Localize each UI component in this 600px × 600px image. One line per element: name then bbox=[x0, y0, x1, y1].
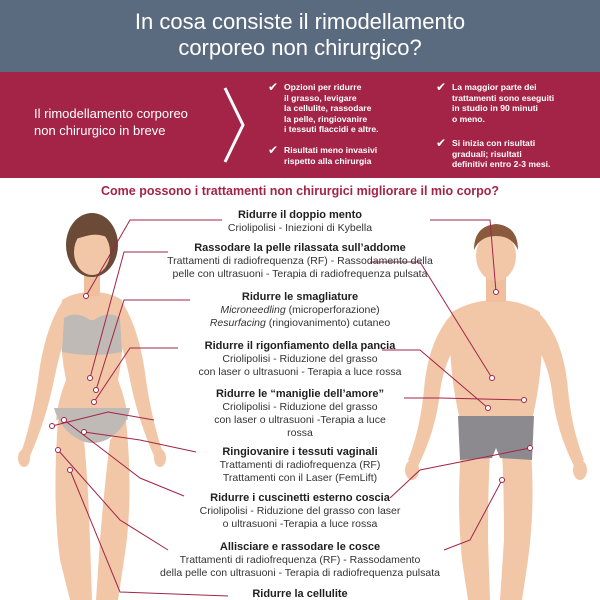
bullet-line: o meno. bbox=[452, 113, 485, 124]
treatment-vaginal bbox=[150, 446, 450, 485]
bullet-line: rispetto alla chirurgia bbox=[284, 155, 372, 166]
treatment-line: Criolipolisi - Riduzione del grasso bbox=[222, 353, 378, 365]
bullet-line: La maggior parte dei bbox=[452, 82, 537, 92]
page-title-line-1: In cosa consiste il rimodellamento bbox=[134, 9, 466, 34]
treatment-title: Ridurre i cuscinetti esterno coscia bbox=[210, 492, 390, 504]
treatment-abdomen-skin bbox=[150, 242, 450, 281]
treatment-line bbox=[150, 317, 450, 330]
treatment-line: Trattamenti con il Laser (FemLift) bbox=[222, 472, 378, 484]
treatment-thighs bbox=[140, 541, 460, 580]
treatment-double-chin bbox=[150, 209, 450, 235]
bullet-line: la pelle, ringiovanire bbox=[284, 113, 368, 124]
check-icon: ✔ bbox=[436, 80, 447, 94]
treatment-line: o ultrasuoni -Terapia a luce rossa bbox=[222, 518, 378, 530]
treatment-term: Resurfacing bbox=[209, 317, 266, 329]
treatment-line: con laser o ultrasuoni -Terapia a luce bbox=[214, 414, 386, 426]
treatment-line-rest: (microperforazione) bbox=[285, 304, 380, 316]
treatment-stretch-marks bbox=[150, 291, 450, 330]
treatment-term: Microneedling bbox=[220, 304, 286, 316]
treatment-line bbox=[150, 304, 450, 317]
bullet-line: i tessuti flaccidi e altre. bbox=[284, 124, 379, 134]
bullet-line: Si inizia con risultati bbox=[452, 138, 536, 148]
check-icon: ✔ bbox=[268, 80, 279, 94]
treatment-line: con laser o ultrasuoni - Terapia a luce rossa bbox=[198, 366, 402, 378]
treatment-title: Ringiovanire i tessuti vaginali bbox=[222, 446, 378, 458]
bullet-line: il grasso, levigare bbox=[284, 92, 357, 103]
bullet-line: definitivi entro 2-3 mesi. bbox=[452, 159, 551, 169]
summary-intro-line-1: Il rimodellamento corporeo bbox=[34, 106, 188, 121]
treatment-line: Trattamenti di radiofrequenza (RF) - Rassodamento bbox=[179, 554, 421, 566]
bullet-line: Risultati meno invasivi bbox=[284, 145, 378, 155]
treatment-line: Trattamenti di radiofrequenza (RF) - Rassodamento della bbox=[167, 255, 433, 267]
check-icon: ✔ bbox=[268, 143, 279, 157]
bullet-line: Opzioni per ridurre bbox=[284, 82, 362, 92]
treatment-title: Ridurre le smagliature bbox=[241, 291, 359, 303]
treatment-line-rest: (ringiovanimento) cutaneo bbox=[265, 317, 391, 329]
treatment-title: Allisciare e rassodare le cosce bbox=[219, 541, 381, 553]
treatment-title: Ridurre la cellulite bbox=[252, 588, 348, 600]
treatment-title: Rassodare la pelle rilassata sull’addome bbox=[194, 242, 406, 254]
treatment-line: Criolipolisi - Iniezioni di Kybella bbox=[227, 222, 373, 234]
bullet-line: la cellulite, rassodare bbox=[284, 103, 372, 113]
treatment-line: rossa bbox=[287, 427, 313, 439]
treatment-line: Criolipolisi - Riduzione del grasso bbox=[222, 401, 378, 413]
treatment-title: Ridurre il doppio mento bbox=[237, 209, 363, 221]
treatment-line: Criolipolisi - Riduzione del grasso con laser bbox=[199, 505, 401, 517]
check-icon: ✔ bbox=[436, 136, 447, 150]
page-title-line-2: corporeo non chirurgico? bbox=[178, 35, 422, 60]
section-subtitle: Come possono i trattamenti non chirurgici migliorare il mio corpo? bbox=[101, 184, 499, 198]
bullet-line: graduali; risultati bbox=[452, 148, 522, 159]
treatment-line: Trattamenti di radiofrequenza (RF) bbox=[219, 459, 381, 471]
treatment-love-handles bbox=[150, 388, 450, 440]
bullet-line: trattamenti sono eseguiti bbox=[452, 92, 555, 103]
summary-intro-line-2: non chirurgico in breve bbox=[34, 123, 166, 138]
treatment-belly bbox=[150, 340, 450, 379]
treatment-title: Ridurre le “maniglie dell’amore” bbox=[215, 388, 385, 400]
treatment-line: della pelle con ultrasuoni - Terapia di radiofrequenza pulsata bbox=[160, 567, 440, 579]
treatment-line: pelle con ultrasuoni - Terapia di radiofrequenza pulsata bbox=[172, 268, 428, 280]
treatment-title: Ridurre il rigonfiamento della pancia bbox=[204, 340, 396, 352]
treatment-cellulite bbox=[150, 588, 450, 600]
bullet-line: in studio in 90 minuti bbox=[452, 103, 538, 113]
treatment-outer-thigh bbox=[150, 492, 450, 531]
